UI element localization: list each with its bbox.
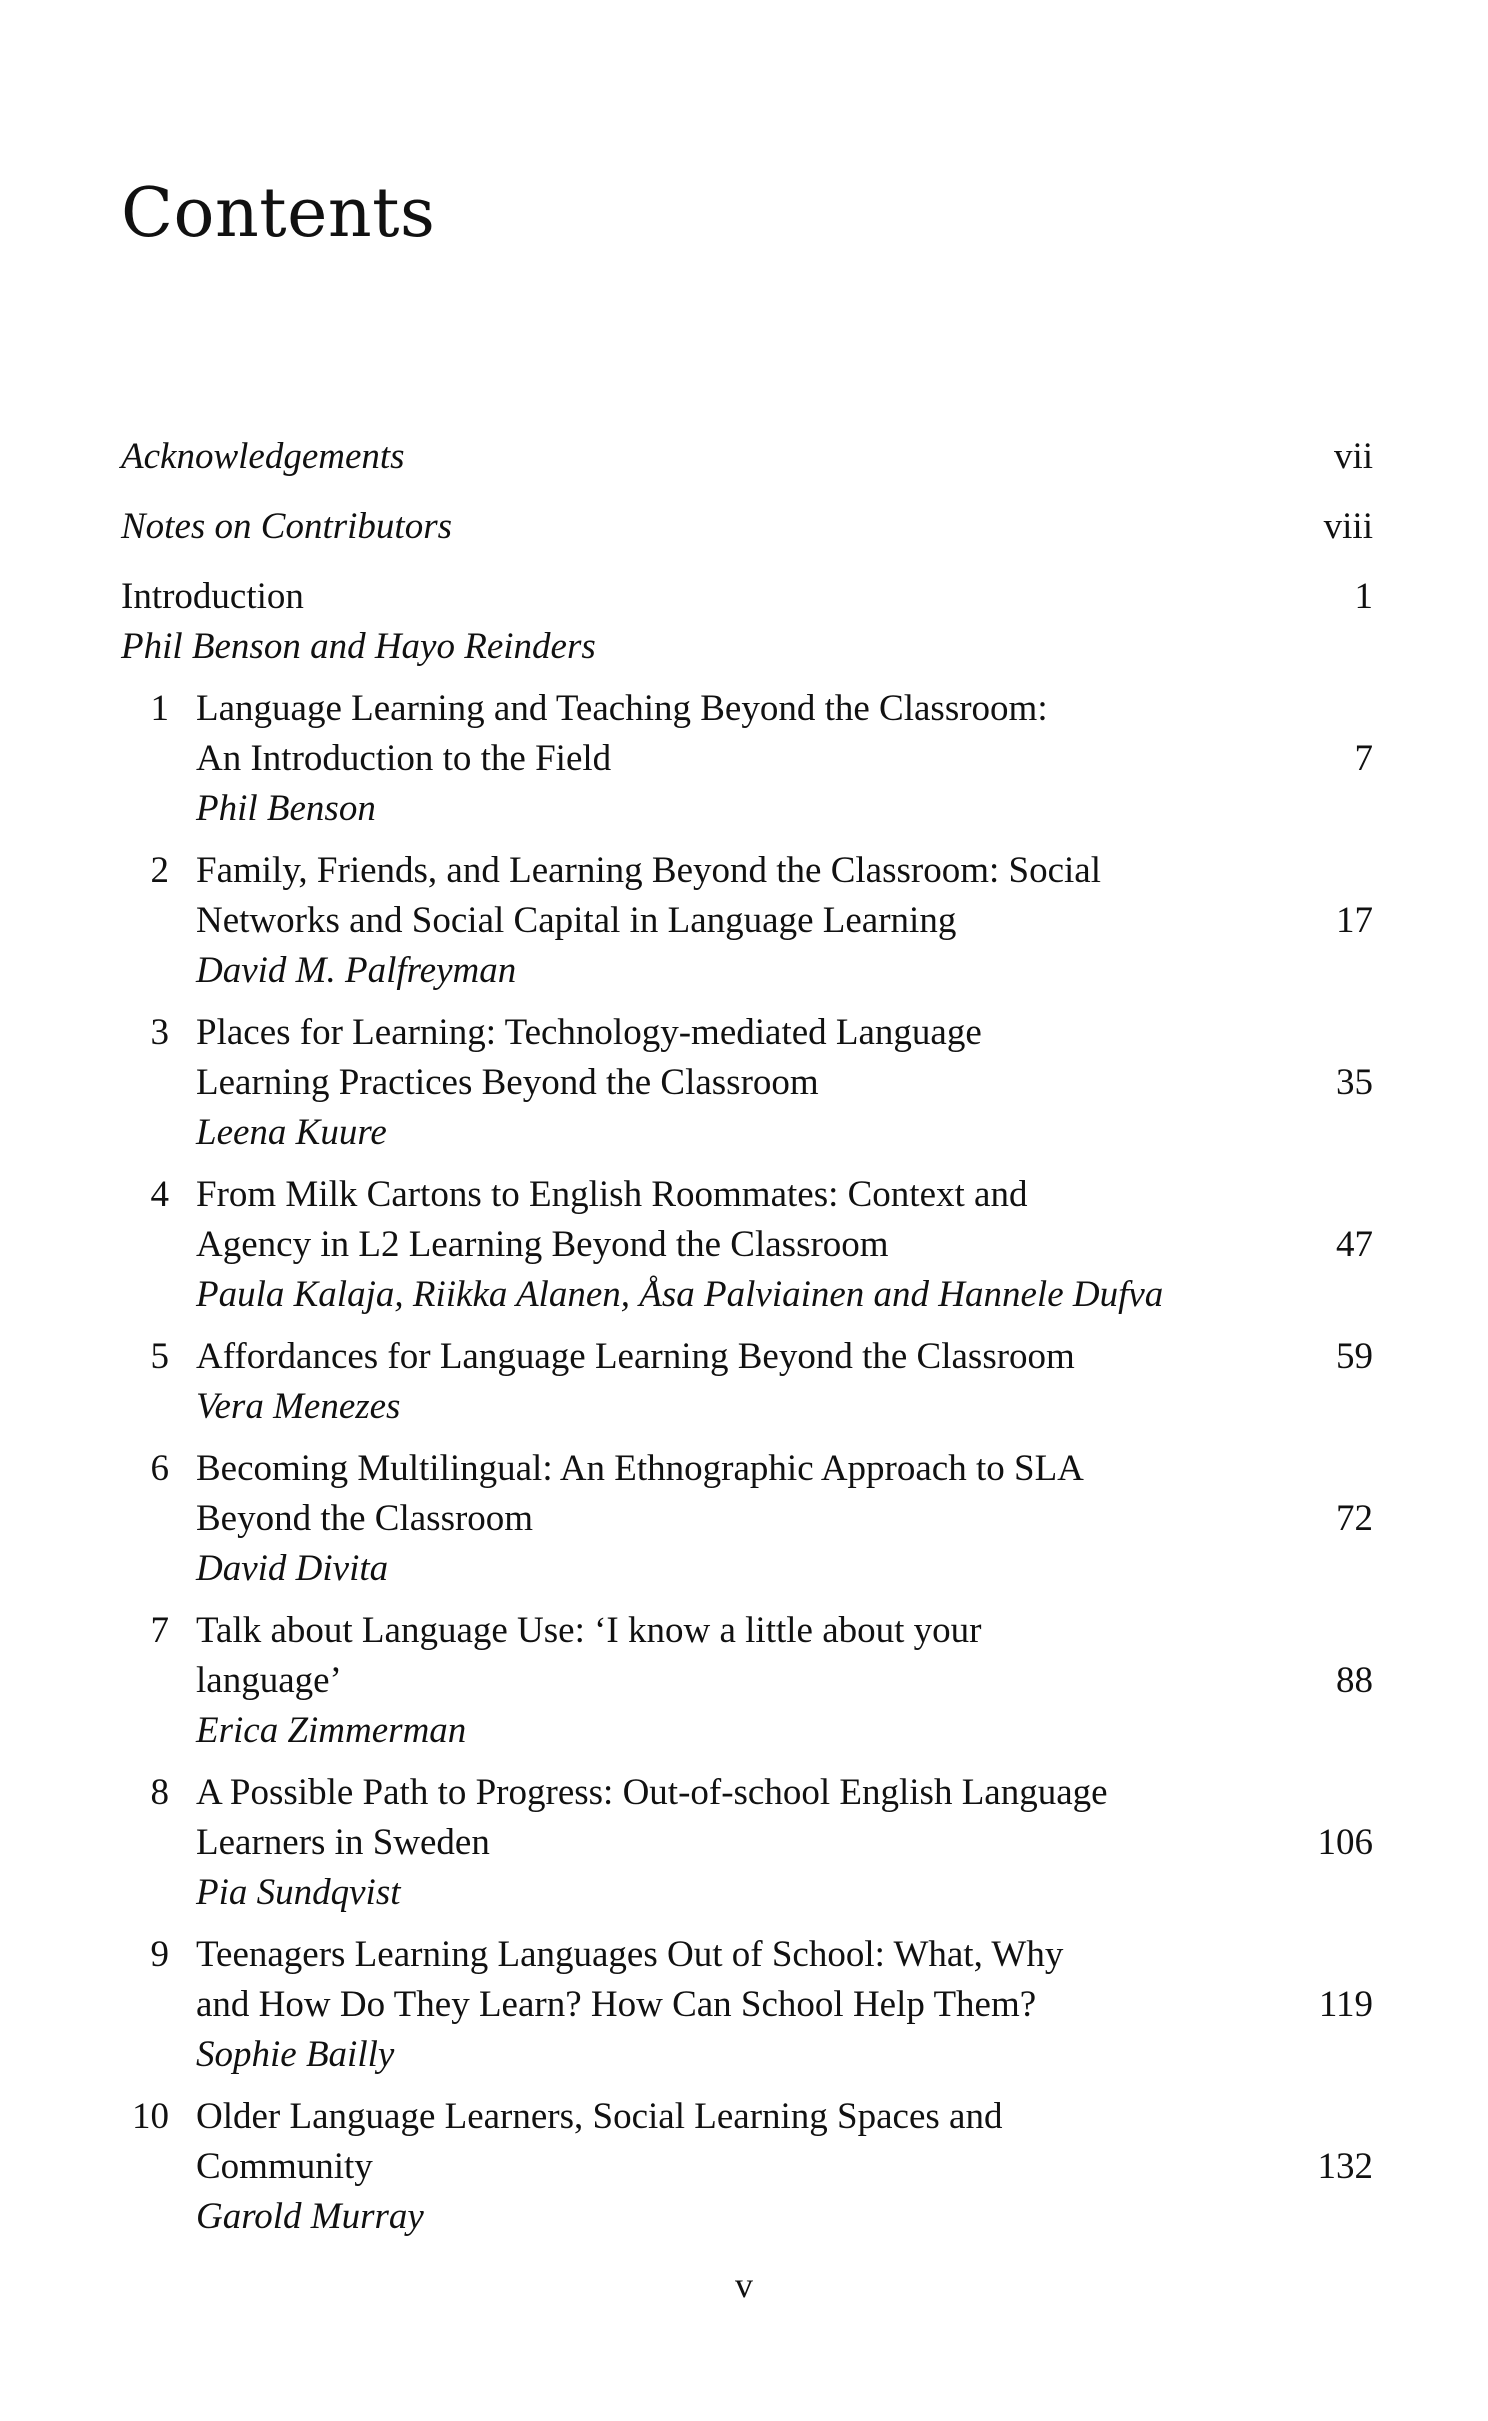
toc-page-number: 35 <box>1336 1062 1373 1103</box>
chapter-author: Garold Murray <box>196 2196 424 2237</box>
toc-chapter-8[interactable] <box>121 1768 1373 1918</box>
chapter-title-line: Affordances for Language Learning Beyond the Classroom <box>196 1336 1075 1377</box>
chapter-title-line: An Introduction to the Field <box>196 738 612 779</box>
chapter-title-line: Agency in L2 Learning Beyond the Classroom <box>196 1224 889 1265</box>
toc-page-number: 88 <box>1336 1660 1373 1701</box>
chapter-title-line: Community <box>196 2146 373 2187</box>
toc-page-number: 106 <box>1317 1822 1373 1863</box>
toc-page-number: viii <box>1323 506 1373 547</box>
chapter-number: 1 <box>150 688 169 729</box>
chapter-title-line: From Milk Cartons to English Roommates: Context and <box>196 1174 1028 1215</box>
toc-page-number: vii <box>1333 436 1373 477</box>
toc-chapter-9[interactable] <box>121 1930 1373 2080</box>
toc-entry-title: Acknowledgements <box>121 436 405 477</box>
toc-page-number: 59 <box>1336 1336 1373 1377</box>
toc-entry-acknowledgements[interactable] <box>121 432 1373 482</box>
chapter-author: Vera Menezes <box>196 1386 401 1427</box>
chapter-title-line: Language Learning and Teaching Beyond the Classroom: <box>196 688 1048 729</box>
chapter-title-line: Talk about Language Use: ‘I know a little about your <box>196 1610 982 1651</box>
chapter-author: David M. Palfreyman <box>196 950 517 991</box>
chapter-author: Phil Benson <box>196 788 376 829</box>
toc-entry-title: Notes on Contributors <box>121 506 452 547</box>
chapter-number: 8 <box>150 1772 169 1813</box>
chapter-number: 5 <box>150 1336 169 1377</box>
chapter-title-line: Learners in Sweden <box>196 1822 490 1863</box>
toc-chapter-7[interactable] <box>121 1606 1373 1756</box>
toc-page-number: 119 <box>1318 1984 1373 2025</box>
chapter-author: Pia Sundqvist <box>196 1872 401 1913</box>
page-title: Contents <box>121 174 436 253</box>
chapter-title-line: Family, Friends, and Learning Beyond the Classroom: Social <box>196 850 1102 891</box>
chapter-number: 4 <box>150 1174 169 1215</box>
toc-chapter-10[interactable] <box>121 2092 1373 2242</box>
chapter-number: 3 <box>150 1012 169 1053</box>
chapter-author: Erica Zimmerman <box>196 1710 467 1751</box>
chapter-number: 7 <box>150 1610 169 1651</box>
chapter-title-line: Beyond the Classroom <box>196 1498 534 1539</box>
toc-chapter-4[interactable] <box>121 1170 1373 1320</box>
page-folio: v <box>735 2265 753 2305</box>
toc-chapter-6[interactable] <box>121 1444 1373 1594</box>
toc-entry-introduction[interactable] <box>121 572 1373 672</box>
toc-page-number: 17 <box>1336 900 1373 941</box>
toc-entry-title: Introduction <box>121 576 304 617</box>
chapter-title-line: and How Do They Learn? How Can School Help Them? <box>196 1984 1037 2025</box>
toc-page-number: 7 <box>1354 738 1373 779</box>
toc-chapter-3[interactable] <box>121 1008 1373 1158</box>
chapter-title-line: Teenagers Learning Languages Out of School: What, Why <box>196 1934 1064 1975</box>
toc-entry-notes-on-contributors[interactable] <box>121 502 1373 552</box>
toc-chapter-2[interactable] <box>121 846 1373 996</box>
chapter-title-line: Learning Practices Beyond the Classroom <box>196 1062 819 1103</box>
chapter-author: Paula Kalaja, Riikka Alanen, Åsa Palviainen and Hannele Dufva <box>196 1274 1164 1315</box>
chapter-author: Leena Kuure <box>196 1112 387 1153</box>
toc-page-number: 132 <box>1317 2146 1373 2187</box>
toc-page-number: 72 <box>1336 1498 1373 1539</box>
chapter-title-line: language’ <box>196 1660 342 1701</box>
chapter-title-line: Networks and Social Capital in Language Learning <box>196 900 957 941</box>
chapter-author: Sophie Bailly <box>196 2034 395 2075</box>
table-of-contents <box>121 432 1373 2254</box>
chapter-number: 9 <box>150 1934 169 1975</box>
toc-page-number: 47 <box>1336 1224 1373 1265</box>
toc-chapter-1[interactable] <box>121 684 1373 834</box>
chapter-author: David Divita <box>196 1548 389 1589</box>
chapter-title-line: Older Language Learners, Social Learning Spaces and <box>196 2096 1003 2137</box>
toc-entry-author: Phil Benson and Hayo Reinders <box>121 626 596 667</box>
chapter-number: 6 <box>150 1448 169 1489</box>
chapter-title-line: Becoming Multilingual: An Ethnographic Approach to SLA <box>196 1448 1084 1489</box>
chapter-number: 2 <box>150 850 169 891</box>
chapter-title-line: A Possible Path to Progress: Out-of-school English Language <box>196 1772 1108 1813</box>
toc-page-number: 1 <box>1354 576 1373 617</box>
chapter-title-line: Places for Learning: Technology-mediated Language <box>196 1012 982 1053</box>
chapter-number: 10 <box>132 2096 169 2137</box>
toc-chapter-5[interactable] <box>121 1332 1373 1432</box>
